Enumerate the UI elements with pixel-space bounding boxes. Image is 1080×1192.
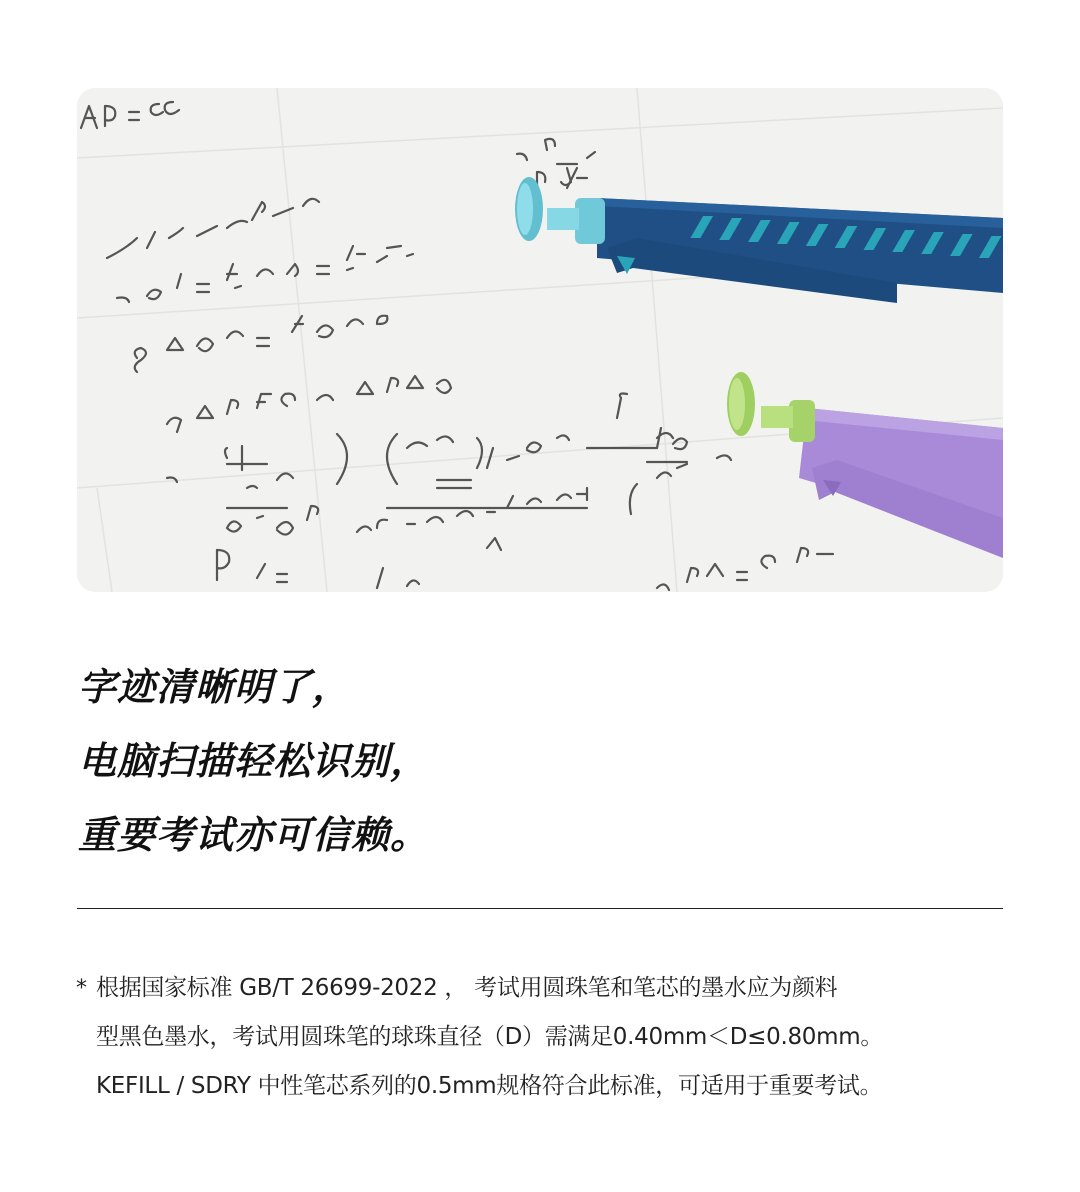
headline-line-2: 电脑扫描轻松识别，: [78, 739, 430, 783]
footnote-marker: *: [76, 976, 87, 1001]
divider: [77, 908, 1003, 909]
footnote-line-3: KEFILL / SDRY 中性笔芯系列的0.5mm规格符合此标准，可适用于重要考试。: [96, 1073, 883, 1099]
footnote: [76, 964, 1016, 1111]
footnote-line-2: 型黑色墨水，考试用圆珠笔的球珠直径（D）需满足0.40mm＜D≤0.80mm。: [96, 1024, 884, 1050]
footnote-line-1: 根据国家标准 GB/T 26699-2022 ， 考试用圆珠笔和笔芯的墨水应为颜料: [96, 975, 838, 1001]
headline: [78, 650, 978, 872]
headline-line-3: 重要考试亦可信赖。: [78, 813, 430, 857]
product-photo: [77, 88, 1003, 592]
headline-line-1: 字迹清晰明了，: [78, 665, 352, 709]
